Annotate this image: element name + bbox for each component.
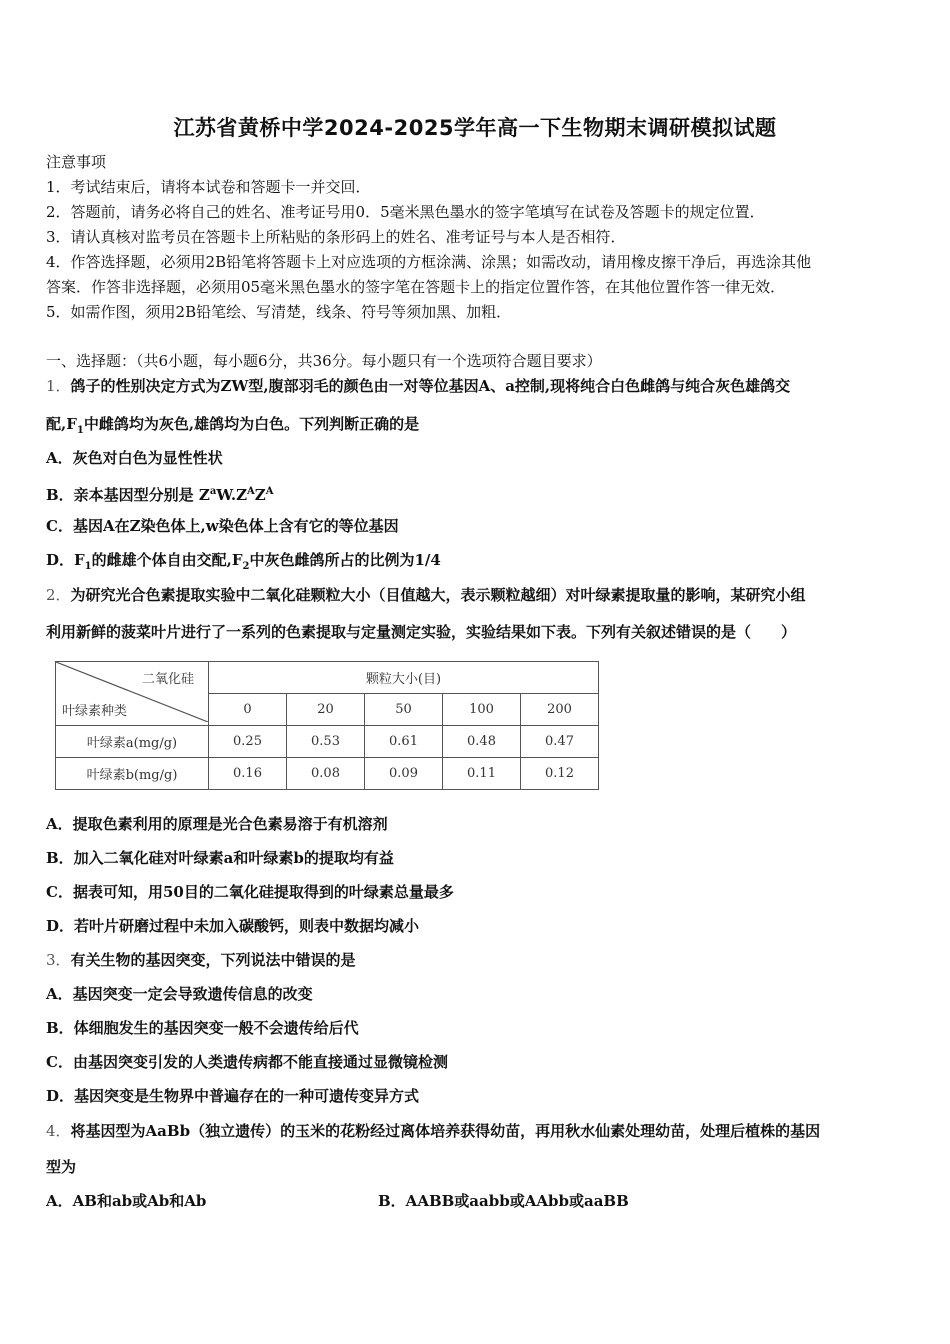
q3-option-b: B．体细胞发生的基因突变一般不会遗传给后代 (46, 1019, 359, 1037)
column-header: 20 (287, 694, 365, 726)
table-cell: 0.11 (443, 758, 521, 790)
q4-option-b: B．AABB或aabb或AAbb或aaBB (378, 1192, 629, 1210)
table-cell: 0.12 (521, 758, 599, 790)
q3-stem-text: 有关生物的基因突变，下列说法中错误的是 (70, 951, 356, 969)
notice-item-4: 4．作答选择题，必须用2B铅笔将答题卡上对应选项的方框涂满、涂黑；如需改动，请用橡皮擦干净后，再选涂其他 (46, 253, 812, 271)
column-header: 200 (521, 694, 599, 726)
table-cell: 0.48 (443, 726, 521, 758)
q2-number: 2． (46, 586, 71, 604)
table-cell: 0.09 (365, 758, 443, 790)
q2-option-d: D．若叶片研磨过程中未加入碳酸钙，则表中数据均减小 (46, 917, 420, 935)
q1-b-pre: B．亲本基因型分别是 Z (46, 486, 210, 504)
column-header: 0 (209, 694, 287, 726)
q1-d-post: 中灰色雌鸽所占的比例为1/4 (249, 551, 441, 569)
q1-stem-text1: 鸽子的性别决定方式为ZW型,腹部羽毛的颜色由一对等位基因A、a控制,现将纯合白色雌鸽与纯合灰色雄鸽交 (70, 377, 791, 395)
table-corner-cell (56, 662, 209, 726)
q1-d-pre: D．F (46, 551, 85, 569)
q3-option-d: D．基因突变是生物界中普遍存在的一种可遗传变异方式 (46, 1087, 420, 1105)
notice-item-1: 1．考试结束后，请将本试卷和答题卡一并交回． (46, 178, 371, 196)
notice-item-3: 3．请认真核对监考员在答题卡上所粘贴的条形码上的姓名、准考证号与本人是否相符． (46, 228, 626, 246)
q1-b-sup3: A (265, 486, 274, 497)
corner-top-label: 二氧化硅 (141, 672, 194, 687)
q2-stem-line2: 利用新鲜的菠菜叶片进行了一系列的色素提取与定量测定实验，实验结果如下表。下列有关叙述错误的是（ ） (46, 623, 797, 641)
table-cell: 0.08 (287, 758, 365, 790)
corner-bottom-label: 叶绿素种类 (62, 704, 128, 719)
q1-d-mid: 的雌雄个体自由交配,F (91, 551, 243, 569)
row-label: 叶绿素a(mg/g) (56, 726, 209, 758)
q2-stem-text1: 为研究光合色素提取实验中二氧化硅颗粒大小（目值越大，表示颗粒越细）对叶绿素提取量的影响，某研究小组 (70, 586, 806, 604)
q4-stem-line1 (46, 1121, 820, 1141)
table-cell: 0.47 (521, 726, 599, 758)
q1-stem-line2 (46, 414, 419, 441)
q2-option-c: C．据表可知，用50目的二氧化硅提取得到的叶绿素总量最多 (46, 883, 454, 901)
q1-stem2-sub: 1 (76, 425, 84, 436)
column-header: 50 (365, 694, 443, 726)
q4-option-a: A．AB和ab或Ab和Ab (46, 1192, 207, 1210)
column-header: 100 (443, 694, 521, 726)
table-row (56, 758, 599, 790)
q1-b-sup2: A (247, 486, 255, 497)
notice-heading: 注意事项 (46, 153, 107, 171)
q1-b-sup1: a (209, 486, 217, 497)
q1-stem2-b: 中雌鸽均为灰色,雄鸽均为白色。下列判断正确的是 (83, 415, 420, 433)
q3-stem (46, 950, 356, 970)
q1-option-d (46, 550, 441, 577)
table-cell: 0.16 (209, 758, 287, 790)
q1-option-c: C．基因A在Z染色体上,w染色体上含有它的等位基因 (46, 517, 399, 535)
group-header: 颗粒大小(目) (209, 662, 599, 694)
pigment-table (55, 661, 599, 790)
q4-number: 4． (46, 1122, 71, 1140)
notice-item-5: 5．如需作图，须用2B铅笔绘、写清楚，线条、符号等须加黑、加粗． (46, 303, 512, 321)
q2-option-b: B．加入二氧化硅对叶绿素a和叶绿素b的提取均有益 (46, 849, 394, 867)
q3-option-c: C．由基因突变引发的人类遗传病都不能直接通过显微镜检测 (46, 1053, 448, 1071)
q1-stem-line1 (46, 376, 790, 396)
table-cell: 0.61 (365, 726, 443, 758)
q2-option-a: A．提取色素利用的原理是光合色素易溶于有机溶剂 (46, 815, 388, 833)
section-heading: 一、选择题：（共6小题，每小题6分，共36分。每小题只有一个选项符合题目要求） (46, 352, 602, 370)
q3-option-a: A．基因突变一定会导致遗传信息的改变 (46, 985, 313, 1003)
row-label: 叶绿素b(mg/g) (56, 758, 209, 790)
q3-number: 3． (46, 951, 71, 969)
q1-b-mid2: Z (254, 486, 266, 504)
q1-b-mid: W.Z (216, 486, 248, 504)
q1-d-sub2: 2 (242, 561, 250, 572)
q1-stem2-a: 配,F (46, 415, 77, 433)
notice-item-4-cont: 答案．作答非选择题，必须用05毫米黑色墨水的签字笔在答题卡上的指定位置作答，在其他位置作答一律无效． (46, 278, 786, 296)
q1-option-b (46, 482, 274, 505)
notice-item-2: 2．答题前，请务必将自己的姓名、准考证号用0．5毫米黑色墨水的签字笔填写在试卷及答题卡的规定位置． (46, 203, 765, 221)
q1-number: 1． (46, 377, 71, 395)
q1-d-sub1: 1 (84, 561, 92, 572)
table-cell: 0.25 (209, 726, 287, 758)
q4-stem-text1: 将基因型为AaBb（独立遗传）的玉米的花粉经过离体培养获得幼苗，再用秋水仙素处理幼苗，处理后植株的基因 (70, 1122, 821, 1140)
q4-stem-line2: 型为 (46, 1158, 77, 1176)
q2-stem-line1 (46, 585, 806, 605)
table-row (56, 726, 599, 758)
table-cell: 0.53 (287, 726, 365, 758)
page-title: 江苏省黄桥中学2024-2025学年高一下生物期末调研模拟试题 (173, 116, 777, 140)
q1-option-a: A．灰色对白色为显性性状 (46, 449, 223, 467)
